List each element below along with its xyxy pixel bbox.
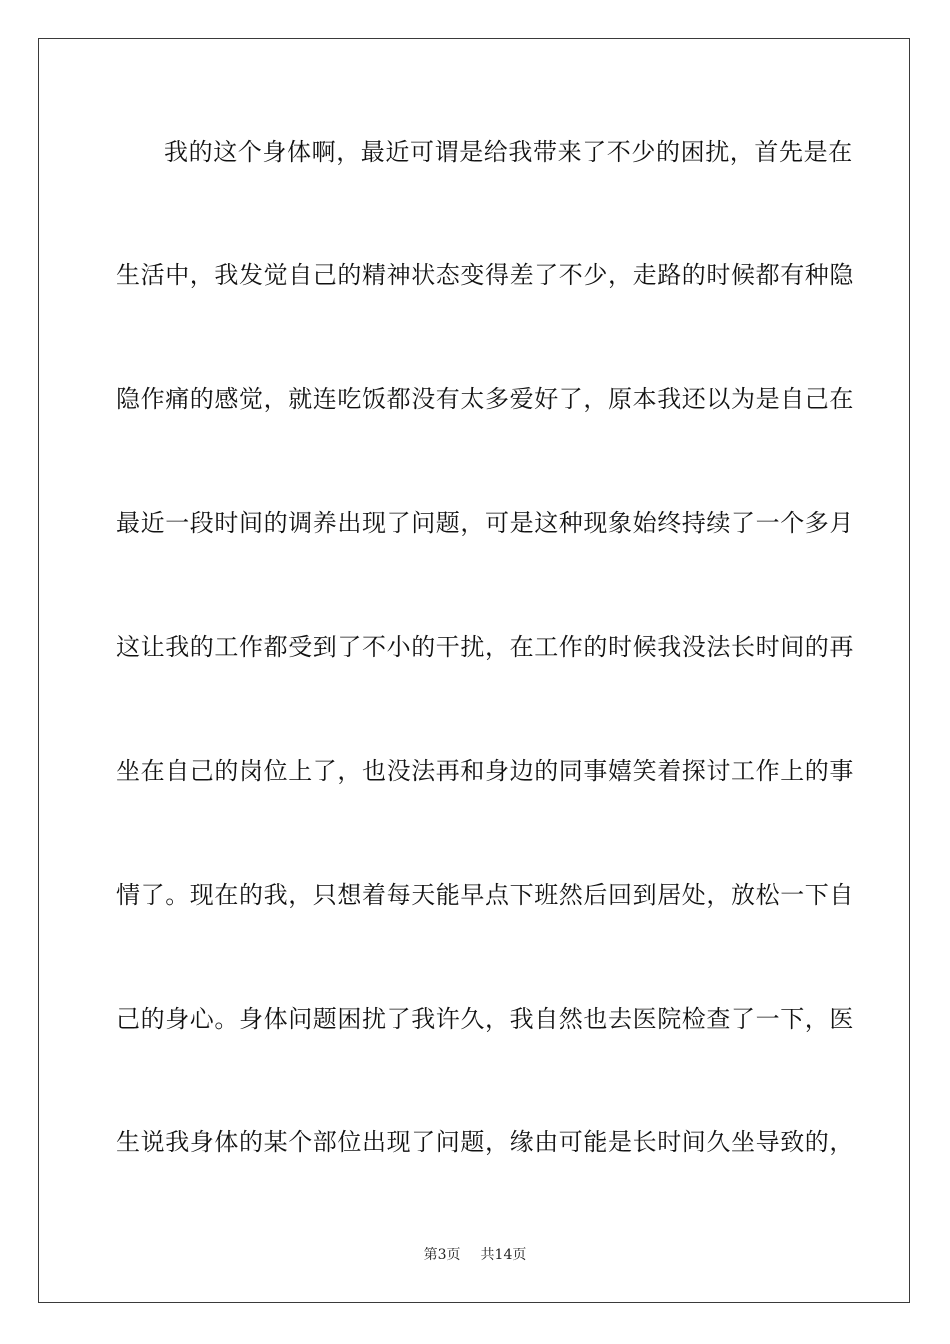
paragraph-line-7: 情了。现在的我，只想着每天能早点下班然后回到居处，放松一下自	[116, 881, 854, 909]
page-total: 共14页	[480, 1247, 527, 1263]
paragraph-line-8: 己的身心。身体问题困扰了我许久，我自然也去医院检查了一下，医	[116, 1005, 854, 1033]
page-frame	[38, 38, 910, 1303]
paragraph-line-5: 这让我的工作都受到了不小的干扰，在工作的时候我没法长时间的再	[116, 633, 854, 661]
page-footer	[0, 1246, 950, 1264]
paragraph-line-2: 生活中，我发觉自己的精神状态变得差了不少，走路的时候都有种隐	[116, 261, 854, 289]
page-number: 第3页	[423, 1247, 461, 1263]
paragraph-line-9: 生说我身体的某个部位出现了问题，缘由可能是长时间久坐导致的，	[116, 1128, 854, 1156]
paragraph-line-4: 最近一段时间的调养出现了问题，可是这种现象始终持续了一个多月	[116, 509, 854, 537]
paragraph-line-3: 隐作痛的感觉，就连吃饭都没有太多爱好了，原本我还以为是自己在	[116, 385, 854, 413]
paragraph-line-1: 我的这个身体啊，最近可谓是给我带来了不少的困扰，首先是在	[164, 138, 853, 166]
paragraph-line-6: 坐在自己的岗位上了，也没法再和身边的同事嬉笑着探讨工作上的事	[116, 757, 854, 785]
